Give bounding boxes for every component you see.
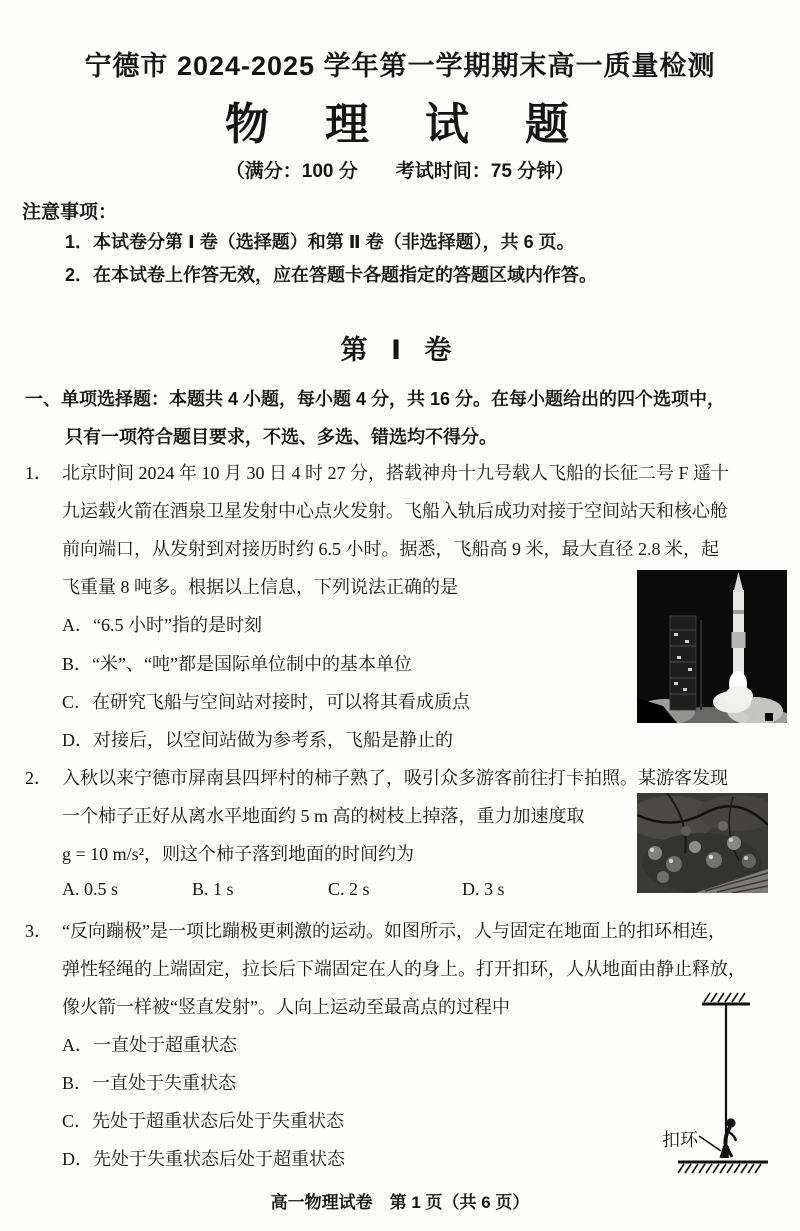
question-2-option-b: B. 1 s [192,879,234,899]
section-1-instructions-line-2: 只有一项符合题目要求，不选、多选、错选均不得分。 [65,427,497,447]
question-1-number: 1． [25,463,52,483]
notice-heading: 注意事项： [22,202,118,223]
paper-title: 物 理 试 题 [225,100,575,149]
section-1-heading: 第 Ⅰ 卷 [340,335,460,365]
question-3-line-1: “反向蹦极”是一项比蹦极更刺激的运动。如图所示，人与固定在地面上的扣环相连， [62,921,726,941]
question-2-line-2: 一个柿子正好从离水平地面约 5 m 高的树枝上掉落，重力加速度取 [62,806,585,826]
notice-item-2: 2．在本试卷上作答无效，应在答题卡各题指定的答题区域内作答。 [65,265,598,285]
diagram-label-kouhuan: 扣环 [662,1130,698,1150]
question-1-option-b: B．“米”、“吨”都是国际单位制中的基本单位 [62,654,412,674]
question-3-number: 3． [25,921,52,941]
question-3-option-b: B．一直处于失重状态 [62,1073,237,1093]
notice-item-1: 1．本试卷分第 Ⅰ 卷（选择题）和第 Ⅱ 卷（非选择题），共 6 页。 [65,232,575,252]
question-2-option-a: A. 0.5 s [62,879,119,899]
question-2-option-c: C. 2 s [328,879,370,899]
question-2-line-3: g = 10 m/s²，则这个柿子落到地面的时间约为 [62,844,415,864]
question-1-line-3: 前向端口，从发射到对接历时约 6.5 小时。据悉，飞船高 9 米，最大直径 2.8 米，起 [62,539,719,559]
question-1-option-c: C．在研究飞船与空间站对接时，可以将其看成质点 [62,692,471,712]
question-1-line-2: 九运载火箭在酒泉卫星发射中心点火发射。飞船入轨后成功对接于空间站天和核心舱 [62,501,728,521]
question-3-option-d: D．先处于失重状态后处于超重状态 [62,1149,345,1169]
question-3-option-c: C．先处于超重状态后处于失重状态 [62,1111,345,1131]
question-1-option-d: D．对接后，以空间站做为参考系，飞船是静止的 [62,730,453,750]
score-time-info: （满分：100 分 考试时间：75 分钟） [225,161,575,182]
section-1-instructions-line-1: 一、单项选择题：本题共 4 小题，每小题 4 分，共 16 分。在每小题给出的四个选项中， [25,389,726,409]
rocket-launch-photo [637,570,787,723]
question-2-number: 2． [25,768,52,788]
question-3-line-3: 像火箭一样被“竖直发射”。人向上运动至最高点的过程中 [62,997,510,1017]
exam-title: 宁德市 2024-2025 学年第一学期期末高一质量检测 [84,51,716,81]
persimmon-tree-photo [637,793,768,893]
question-1-line-1: 北京时间 2024 年 10 月 30 日 4 时 27 分，搭载神舟十九号载人飞船的长征二号 F 遥十 [62,463,730,483]
question-3-line-2: 弹性轻绳的上端固定，拉长后下端固定在人的身上。打开扣环，人从地面由静止释放， [62,959,746,979]
page-footer: 高一物理试卷 第 1 页（共 6 页） [270,1193,530,1212]
question-2-line-1: 入秋以来宁德市屏南县四坪村的柿子熟了，吸引众多游客前往打卡拍照。某游客发现 [62,768,728,788]
question-3-option-a: A．一直处于超重状态 [62,1035,237,1055]
question-2-option-d: D. 3 s [462,879,505,899]
question-1-option-a: A．“6.5 小时”指的是时刻 [62,615,262,635]
question-1-line-4: 飞重量 8 吨多。根据以上信息，下列说法正确的是 [62,577,458,597]
